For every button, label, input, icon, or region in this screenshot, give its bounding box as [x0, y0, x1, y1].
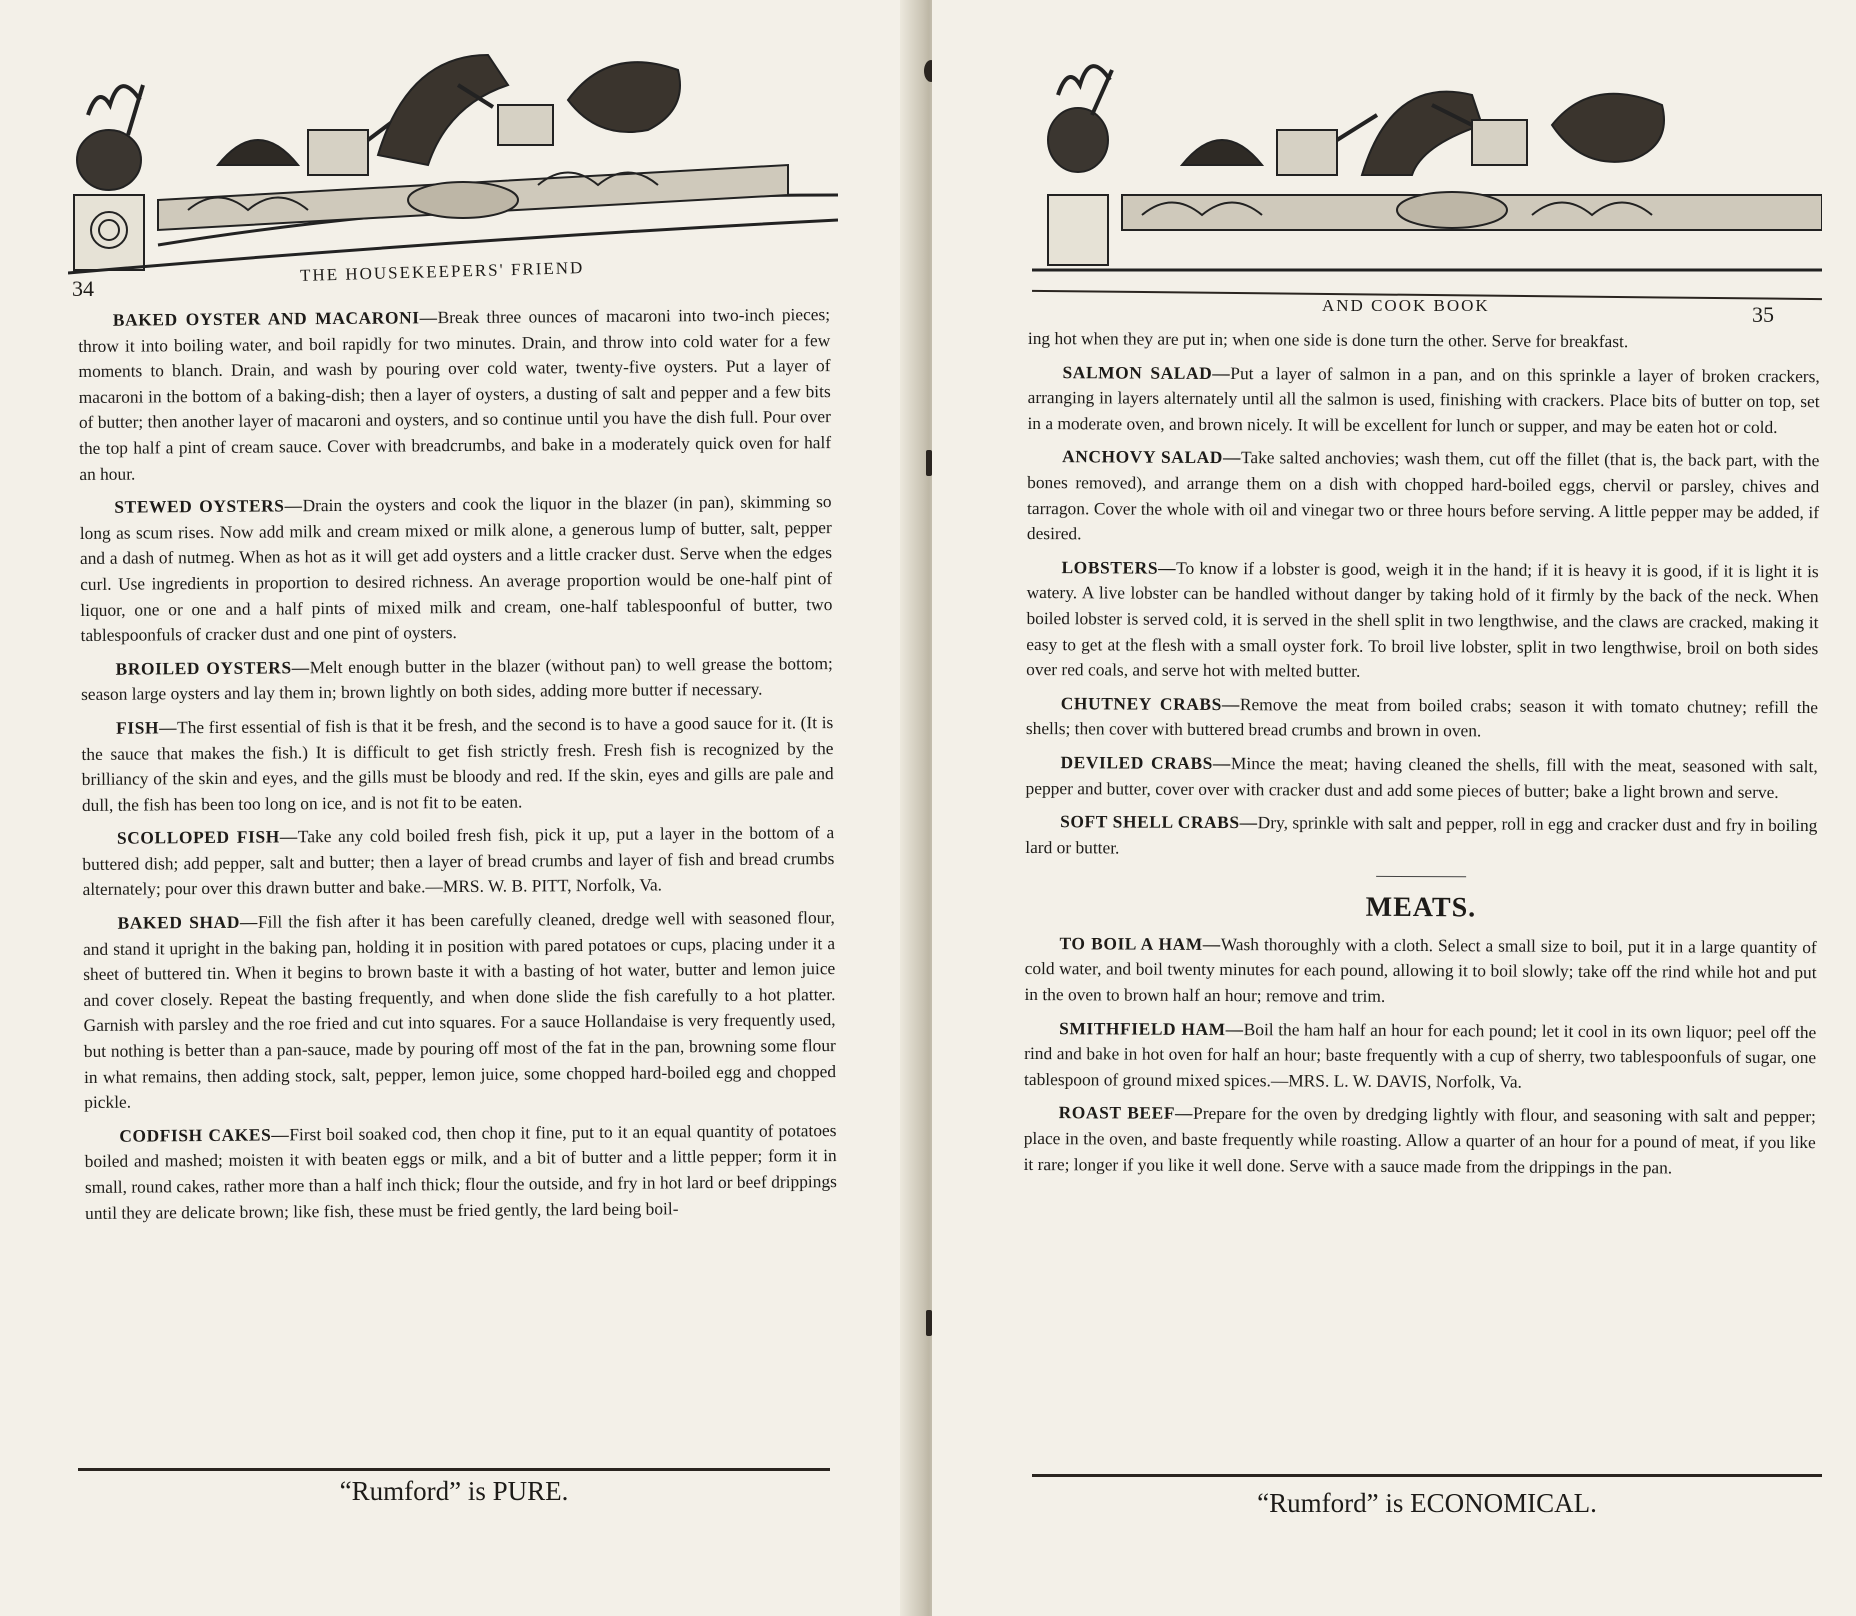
page-number: 34 — [72, 276, 94, 301]
recipe-title: TO BOIL A HAM— — [1059, 933, 1221, 954]
right-page — [932, 0, 1856, 1616]
page-number: 35 — [1752, 302, 1774, 327]
recipe-body: Drain the oysters and cook the liquor in the blazer (in pan), skimming so long as scum rises. Now add milk and cream mixed or milk alone, a generous lump of butter, salt, pepper and a dash of nutmeg. When as hot as it will get add oysters and a little cracker dust. Serve when the edges curl. Use ingredients in proportion to desired richness. An average proportion would be one-half pint of liquor, one or one and a half pints of mixed milk and cream, one-half tablespoonful of butter, two tablespoonfuls of cracker dust and one pint of oysters. — [79, 491, 833, 646]
footer-rule — [1032, 1474, 1822, 1477]
recipe-title: ROAST BEEF— — [1058, 1102, 1194, 1124]
recipe-title: DEVILED CRABS— — [1060, 752, 1232, 773]
recipe-title: SALMON SALAD— — [1062, 361, 1231, 383]
recipe-entry — [83, 905, 837, 1116]
footer-slogan: “Rumford” is PURE. — [339, 1476, 569, 1506]
recipe-title: CODFISH CAKES— — [119, 1124, 290, 1146]
recipe-entry — [1026, 691, 1818, 746]
recipe-title: BROILED OYSTERS— — [115, 656, 310, 679]
recipe-title: SMITHFIELD HAM— — [1059, 1017, 1244, 1039]
recipe-title: BAKED OYSTER AND MACARONI— — [112, 307, 438, 330]
recipe-entry — [1026, 555, 1819, 687]
recipe-body: Take salted anchovies; wash them, cut off the fillet (that is, the back part, with the bones removed), and arrange them on a dish with chopped hard-boiled eggs, chervil or parsley, chives and tarragon. Cover the whole with oil and vinegar two or three hours before serving. A little pepper may be added, if desired. — [1026, 447, 1820, 544]
recipe-body: Melt enough butter in the blazer (without pan) to well grease the bottom; season large oysters and lay them in; brown lightly on both sides, adding more butter if necessary. — [80, 652, 833, 705]
recipe-body: Remove the meat from boiled crabs; season it with tomato chutney; refill the shells; then cover with buttered bread crumbs and brown in oven. — [1025, 693, 1819, 741]
recipe-entry — [1024, 931, 1816, 1012]
left-page — [0, 0, 920, 1616]
recipe-entry — [1027, 444, 1820, 551]
recipe-body: Prepare for the oven by dredging lightly with flour, and seasoning with salt and pepper; place in the oven, and baste frequently while roasting. Allow a quarter of an hour for a pound of meat, if you like it rare; longer if you like it well done. Serve with a sauce made from the drippings in the pan. — [1023, 1103, 1816, 1178]
running-head: THE HOUSEKEEPERS' FRIEND — [299, 258, 585, 285]
recipe-body: The first essential of fish is that it be fresh, and the second is to have a good sauce for it. (It is the sauce that makes the fish.) It is difficult to get fish strictly fresh. Fresh fish is recognized by the brilliancy of the skin and eyes, and the gills must be bloody and red. If the skin, eyes and gills are pale and dull, the fish has been too long on ice, and is not fit to be eaten. — [81, 711, 834, 815]
recipe-entry — [79, 489, 832, 648]
section-heading: MEATS. — [1365, 892, 1477, 924]
recipe-title: CHUTNEY CRABS— — [1060, 692, 1240, 714]
recipe-entry — [1024, 1100, 1816, 1181]
recipe-body: Fill the fish after it has been carefully cleaned, dredge well with seasoned flour, and stand it upright in the baking pan, holding it in position with pared potatoes or cups, placing under it a sheet of buttered tin. When it begins to brown baste it with a basting of hot water, butter and lemon juice and cover closely. Repeat the basting frequently, and when done slide the fish carefully to a hot platter. Garnish with parsley and the roe fried and cut into squares. For a sauce Hollandaise is very frequently used, but nothing is better than a pan-sauce, made by pouring off most of the fat in the pan, browning some flour in what remains, then adding stock, salt, pepper, lemon juice, some chopped hard-boiled egg and chopped pickle. — [82, 907, 837, 1113]
recipe-title: FISH— — [115, 717, 178, 738]
recipe-body: Wash thoroughly with a cloth. Select a small size to boil, put it in a large quantity of cold water, and boil twenty minutes for each pound, allowing it to boil slowly; take off the rind while hot and put in the oven to brown half an hour; remove and trim. — [1024, 933, 1817, 1006]
recipe-title: SOFT SHELL CRABS— — [1060, 811, 1258, 833]
recipe-entry — [81, 710, 834, 818]
footer-slogan: “Rumford” is ECONOMICAL. — [1257, 1488, 1597, 1518]
recipe-entry — [81, 651, 833, 708]
continued-text: ing hot when they are put in; when one side is done turn the other. Serve for breakfast. — [1027, 327, 1629, 352]
kitchen-frieze-icon — [68, 45, 838, 275]
recipe-title: LOBSTERS— — [1061, 556, 1177, 578]
footer-rule — [78, 1468, 830, 1471]
recipe-body: Put a layer of salmon in a pan, and on this sprinkle a layer of broken crackers, arranging in layers alternately until all the salmon is used, finishing with crackers. Place bits of butter on top, set in a moderate oven, and brown nicely. It will be excellent for lunch or supper, and may be eaten hot or cold. — [1027, 362, 1820, 437]
section-divider — [1376, 876, 1466, 877]
recipe-body: Boil the ham half an hour for each pound; let it cool in its own liquor; peel off the rind and bake in hot oven for half an hour; baste frequently with a cup of sherry, two tablespoonfuls of sugar, one tablespoon of ground mixed spices.—MRS. L. W. DAVIS, Norfolk, Va. — [1024, 1018, 1817, 1092]
recipe-entry — [1027, 360, 1819, 441]
recipe-entry — [1024, 1016, 1816, 1097]
recipe-title: BAKED SHAD— — [117, 911, 259, 933]
kitchen-frieze-icon — [1032, 45, 1822, 275]
recipe-entry — [78, 302, 831, 487]
recipe-entry — [84, 1118, 837, 1226]
recipe-body: To know if a lobster is good, weigh it in the hand; if it is heavy it is good, if it is light it is watery. A live lobster can be handled without danger by taking hold of it firmly by the back of the neck. When boiled lobster is served cold, it is served in the shell split in two lengthwise, and the claws are cracked, making it easy to get at the flesh with a small oyster fork. To broil live lobster, split in two lengthwise, broil on both sides over red coals, and serve hot with melted butter. — [1026, 557, 1819, 681]
recipe-entry — [1026, 750, 1818, 805]
right-text-column — [1024, 326, 1820, 1189]
recipe-title: STEWED OYSTERS— — [114, 495, 303, 517]
left-text-column — [78, 302, 837, 1234]
recipe-entry — [82, 820, 835, 903]
recipe-title: ANCHOVY SALAD— — [1062, 446, 1242, 468]
recipe-body: Take any cold boiled fresh fish, pick it up, put a layer in the bottom of a buttered dish; add pepper, salt and butter; then a layer of bread crumbs and layer of fish and bread crumbs alternately; pour over this drawn butter and bake.—MRS. W. B. PITT, Norfolk, Va. — [82, 822, 835, 900]
recipe-body: First boil soaked cod, then chop it fine, put to it an equal quantity of potatoes boiled and mashed; moisten it with beaten eggs or milk, and a bit of butter and a little pepper; form it in small, round cakes, rather more than a half inch thick; flour the outside, and fry in hot lard or beef drippings until they are delicate brown; like fish, these must be fried gently, the lard being boil- — [84, 1119, 837, 1223]
recipe-body: Mince the meat; having cleaned the shells, fill with the meat, seasoned with salt, pepper and butter, cover over with cracker dust and add some pieces of butter; bake a light brown and serve. — [1025, 752, 1818, 802]
recipe-body: Dry, sprinkle with salt and pepper, roll in egg and cracker dust and fry in boiling lard or butter. — [1025, 812, 1818, 858]
recipe-entry — [1025, 809, 1817, 864]
recipe-body: Break three ounces of macaroni into two-inch pieces; throw it into boiling water, and boil rapidly for two minutes. Drain, and throw into cold water for a few moments to blanch. Drain, and wash by pouring over cold water, twenty-five oysters. Put a layer of macaroni in the bottom of a baking-dish; then a layer of oysters, a dusting of salt and pepper and a few bits of butter; then another layer of macaroni and oysters, and so continue until you have the dish full. Pour over the top half a pint of cream sauce. Cover with breadcrumbs, and bake in a moderately quick oven for half an hour. — [78, 304, 832, 484]
recipe-title: SCOLLOPED FISH— — [116, 826, 298, 848]
running-head: AND COOK BOOK — [1322, 296, 1490, 315]
